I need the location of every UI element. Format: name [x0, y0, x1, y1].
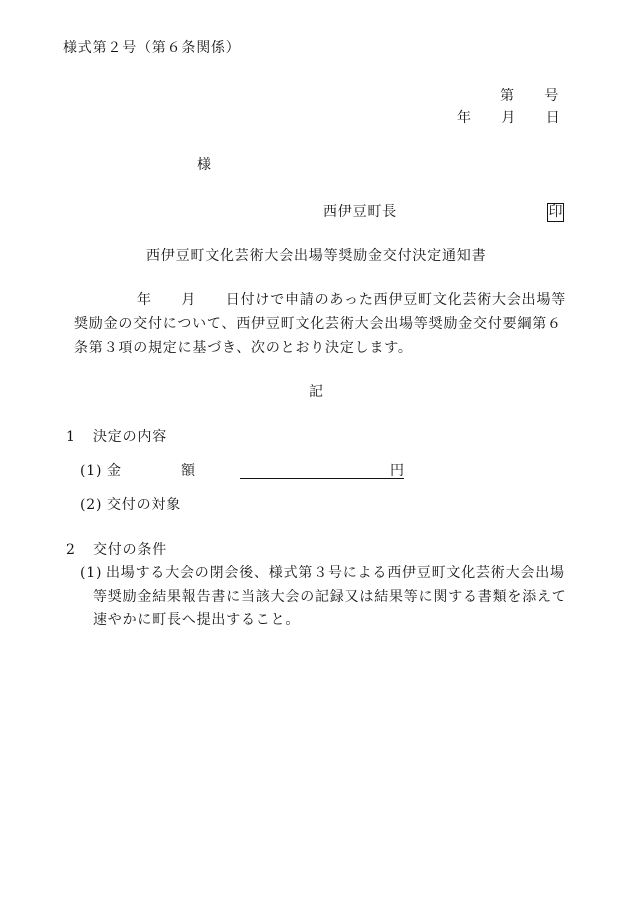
amount-unit: 円: [390, 463, 405, 479]
issue-date: 年 月 日: [457, 110, 561, 126]
seal-mark: 印: [548, 204, 563, 220]
issuer-name: 西伊豆町長: [323, 204, 397, 220]
item-number: (1): [80, 565, 103, 581]
section-title: 交付の条件: [93, 542, 167, 558]
grant-target-label: 交付の対象: [107, 497, 181, 513]
form-number-label: 様式第２号（第６条関係）: [63, 40, 241, 56]
doc-number: 第 号: [500, 88, 560, 104]
section-number: 2: [66, 542, 76, 558]
item-number: (2): [80, 497, 103, 513]
section-title: 決定の内容: [93, 429, 167, 445]
amount-underline: [240, 478, 404, 479]
document-title: 西伊豆町文化芸術大会出場等奨励金交付決定通知書: [146, 248, 487, 264]
body-line: 奨励金の交付について、西伊豆町文化芸術大会出場等奨励金交付要綱第６: [74, 316, 562, 332]
condition-line: 等奨励金結果報告書に当該大会の記録又は結果等に関する書類を添えて: [93, 589, 567, 605]
addressee-honorific: 様: [197, 157, 212, 173]
section-number: 1: [66, 429, 76, 445]
body-line: 条第３項の規定に基づき、次のとおり決定します。: [74, 340, 413, 356]
condition-line: 出場する大会の閉会後、様式第３号による西伊豆町文化芸術大会出場: [106, 565, 565, 581]
condition-line: 速やかに町長へ提出すること。: [93, 612, 301, 628]
item-number: (1): [80, 463, 103, 479]
amount-label: 金 額: [107, 463, 196, 479]
ki-heading: 記: [309, 384, 324, 400]
body-line: 年 月 日付けで申請のあった西伊豆町文化芸術大会出場等: [137, 292, 567, 308]
